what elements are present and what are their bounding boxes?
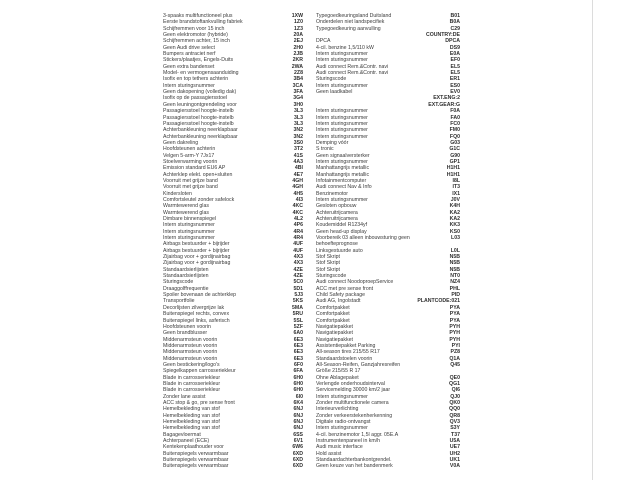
- right-option-code: GP1: [449, 158, 460, 165]
- right-option-description: Comfortpakket: [316, 317, 350, 324]
- left-option-code: 3N2: [293, 133, 303, 140]
- left-option-description: Buitenspiegels verwarmbaar: [163, 463, 229, 470]
- left-option-code: 4ZE: [293, 266, 303, 273]
- left-option-description: Blade in carrosseriekleur: [163, 374, 221, 381]
- right-option-code: PZ8: [450, 349, 460, 356]
- right-option-description: 4-cil. benzine 1,5/110 kW: [316, 44, 374, 51]
- left-option-description: Intern sturingsnummer: [163, 235, 215, 242]
- left-option-description: Blade in carrosseriekleur: [163, 387, 221, 394]
- right-option-description: All-season tires 215/55 R17: [316, 349, 380, 356]
- right-option-code: PLANTCODE:021: [417, 298, 460, 305]
- right-option-description: Audi AG, Ingolstadt: [316, 298, 361, 305]
- right-option-description: Digitale radio-ontvangst: [316, 419, 371, 425]
- right-option-description: behoefteprognose: [316, 241, 358, 248]
- left-option-description: Transportfolie: [163, 298, 195, 305]
- right-option-code: Q45: [450, 361, 460, 368]
- right-option-code: EL5: [450, 63, 460, 70]
- left-option-description: Passagiersstoel hoogte-instelb: [163, 114, 234, 121]
- left-option-code: 5MA: [292, 304, 303, 311]
- right-option-description: Größe 215/55 R 17: [316, 368, 361, 375]
- right-option-code: EXT.GEAR:G: [428, 101, 460, 108]
- left-option-code: 2EJ: [293, 38, 303, 45]
- equipment-row: [163, 463, 460, 469]
- left-option-description: Draaggolffrequentie: [163, 285, 209, 292]
- left-option-description: Stoelverwarming voorin: [163, 158, 218, 165]
- right-option-code: PYH: [449, 330, 460, 337]
- left-option-code: 2H0: [293, 44, 303, 51]
- left-option-code: 4A3: [293, 158, 303, 165]
- right-option-description: Interieurverlichting: [316, 406, 359, 413]
- left-option-code: 3S0: [293, 139, 303, 146]
- right-option-code: QJ0: [450, 393, 460, 400]
- left-option-code: 1Z0: [294, 19, 303, 26]
- left-option-description: Intern sturingsnummer: [163, 222, 215, 229]
- left-option-code: 4ZE: [293, 273, 303, 280]
- left-option-description: Hemelbekleding van stof: [163, 412, 220, 419]
- right-option-code: PYA: [449, 311, 460, 318]
- left-option-description: Comfortsleutel zonder safelock: [163, 196, 235, 203]
- right-option-description: Audi connect Rem.&Contr. navi: [316, 63, 389, 70]
- right-option-description: Achteruitrijcamera: [316, 209, 358, 216]
- left-option-description: Geen Audi drive select: [163, 44, 215, 51]
- left-option-code: 4R4: [293, 235, 303, 242]
- left-option-code: 4I3: [295, 196, 303, 203]
- right-option-code: PYA: [449, 317, 460, 324]
- right-option-description: Manhattangrijs metallic: [316, 165, 370, 172]
- right-option-description: All-Season-Reifen, Ganzjahresreifen: [316, 361, 401, 368]
- left-option-code: 3N2: [293, 127, 303, 134]
- right-option-description: Audi music interface: [316, 444, 363, 451]
- right-option-description: Benzinemotor: [316, 190, 349, 197]
- right-option-description: Audi connect NoodoproepService: [316, 279, 394, 286]
- right-option-code: KK3: [449, 222, 460, 229]
- right-option-code: H1H1: [446, 171, 460, 178]
- left-option-code: 6NJ: [293, 425, 303, 432]
- left-option-description: Middenarmsteun voorin: [163, 349, 218, 356]
- right-option-description: Sturingscode: [316, 76, 347, 83]
- right-option-description: Standaardstoelen voorin: [316, 355, 373, 362]
- right-option-code: EF0: [450, 57, 460, 64]
- right-option-code: IX1: [452, 190, 460, 197]
- right-option-code: PYH: [449, 323, 460, 330]
- right-option-code: PYH: [449, 336, 460, 343]
- left-option-description: Geen bestickering/logo's: [163, 361, 220, 368]
- left-option-code: 4GH: [292, 184, 303, 191]
- left-option-description: Model- en vermogensaanduiding: [163, 70, 239, 77]
- left-option-code: 6E3: [293, 349, 303, 356]
- left-option-description: Geen dakreling: [163, 139, 199, 146]
- left-option-code: 4H5: [293, 190, 303, 197]
- left-option-description: Buitenspiegels verwarmbaar: [163, 450, 229, 457]
- left-option-description: Passagiersstoel hoogte-instelb: [163, 108, 234, 115]
- left-option-code: 3G4: [293, 95, 303, 102]
- right-option-description: Gesloten opbouw: [316, 203, 357, 210]
- right-option-code: QE0: [449, 374, 460, 381]
- left-option-description: Warmtewerend glas: [163, 203, 209, 210]
- right-option-code: G90: [450, 152, 460, 159]
- left-option-code: 5D1: [293, 285, 303, 292]
- left-option-description: Achterbankleuning neerklapbaar: [163, 133, 238, 140]
- left-option-description: Middenarmsteun voorin: [163, 336, 218, 343]
- left-option-code: 6K4: [293, 399, 303, 406]
- left-option-code: 5RU: [292, 311, 303, 318]
- left-option-description: Voorruit met grijze band: [163, 184, 218, 191]
- left-option-description: Buitenspiegels verwarmbaar: [163, 457, 229, 464]
- left-option-description: Isofix op de passagiersstoel: [163, 95, 228, 102]
- right-option-code: UH2: [449, 450, 460, 457]
- right-option-code: UK1: [449, 457, 460, 464]
- left-option-code: 2WA: [291, 63, 303, 70]
- right-option-description: Assistentiepakket Parking: [316, 342, 376, 349]
- right-option-description: Intern sturingsnummer: [316, 108, 368, 115]
- right-option-code: S3Y: [450, 425, 460, 432]
- left-option-code: 5J3: [294, 292, 303, 299]
- right-option-code: PYI: [451, 342, 460, 349]
- right-option-code: E0A: [449, 51, 460, 58]
- right-option-description: Geen head-up display: [316, 228, 367, 235]
- left-option-code: 41S: [293, 152, 303, 159]
- left-option-description: Emission standard EU6 AP: [163, 165, 226, 172]
- right-option-description: Servicemelding 30000 km/2 jaar: [316, 387, 391, 394]
- right-option-code: QG1: [449, 380, 460, 387]
- left-option-description: Intern sturingsnummer: [163, 82, 215, 89]
- left-option-code: 4X3: [293, 260, 303, 267]
- right-option-code: H1H1: [446, 165, 460, 172]
- left-option-code: 4P6: [293, 222, 303, 229]
- left-option-description: Warmtewerend glas: [163, 209, 209, 216]
- left-option-description: Velgen 5-arm-Y 7Jx17: [163, 152, 215, 159]
- left-option-description: Zijairbag voor + gordijnairbag: [163, 254, 231, 261]
- right-option-description: Geen laadkabel: [316, 89, 353, 96]
- left-option-code: 6NJ: [293, 419, 303, 425]
- left-option-description: Standaardsierlijsten: [163, 266, 209, 273]
- left-option-code: 3L3: [294, 120, 303, 127]
- left-option-code: 2Z8: [294, 70, 303, 77]
- left-option-description: Isofix en top tethers achterin: [163, 76, 229, 83]
- right-option-description: ACC met pre sense front: [316, 285, 374, 292]
- right-option-code: N5B: [449, 266, 460, 273]
- left-option-description: Kentekenplaathouder voor: [163, 444, 224, 451]
- left-option-description: Voorruit met grijze band: [163, 177, 218, 184]
- left-option-code: 3L3: [294, 108, 303, 115]
- left-option-description: Kindersloten: [163, 190, 192, 197]
- right-option-code: FQ0: [449, 133, 460, 140]
- right-option-description: Audi connect Nav & Info: [316, 184, 372, 191]
- left-option-description: Middenarmsteun voorin: [163, 355, 218, 362]
- right-option-description: Stof Skript: [316, 260, 340, 267]
- left-option-description: Geen leuningontgrendeling voor: [163, 101, 237, 108]
- left-option-code: 3CA: [292, 82, 303, 89]
- right-option-description: Navigatiepakket: [316, 336, 353, 343]
- right-option-description: Koudemiddel R1234yf: [316, 222, 368, 229]
- right-option-description: Intern sturingsnummer: [316, 51, 368, 58]
- right-option-description: 4-cil. benzinemotor 1,5l aggr. 05E.A: [316, 431, 399, 438]
- left-option-description: Hemelbekleding van stof: [163, 425, 220, 432]
- left-option-code: 6H0: [293, 387, 303, 394]
- left-option-code: 6V1: [293, 438, 303, 445]
- right-option-code: QQ0: [449, 406, 460, 413]
- right-option-code: PYA: [449, 304, 460, 311]
- right-option-code: KA2: [449, 216, 460, 222]
- left-option-description: Intern sturingsnummer: [163, 228, 215, 235]
- right-option-description: Geen signaalversterker: [316, 152, 370, 159]
- left-option-description: Geen brandblusser: [163, 330, 208, 337]
- right-option-description: Stof Skript: [316, 266, 340, 273]
- right-option-description: Hold assist: [316, 450, 342, 457]
- right-option-description: Typegoedkeuringsland Duitsland: [316, 13, 392, 19]
- right-option-description: Intern sturingsnummer: [316, 133, 368, 140]
- right-option-description: Audi connect Rem.&Contr. navi: [316, 70, 389, 77]
- left-option-description: Spiegelkappen carrosseriekleur: [163, 368, 236, 375]
- left-option-code: 6F0: [294, 361, 303, 368]
- right-option-description: Instrumentenpaneel in km/h: [316, 438, 381, 445]
- right-option-description: Manhattangrijs metallic: [316, 171, 370, 178]
- right-option-code: EL5: [450, 70, 460, 77]
- left-option-code: 3H0: [293, 101, 303, 108]
- right-option-code: ES0: [450, 82, 460, 89]
- right-option-code: NZ4: [450, 279, 460, 286]
- right-option-description: Intern sturingsnummer: [316, 120, 368, 127]
- right-option-description: Infotainmentcomputer: [316, 177, 367, 184]
- right-option-code: V0A: [449, 463, 460, 470]
- right-option-code: QV3: [449, 419, 460, 425]
- right-option-description: Stof Skript: [316, 254, 340, 261]
- left-option-code: 5SL: [293, 317, 303, 324]
- right-option-code: N5B: [449, 254, 460, 261]
- left-option-description: Schijfremmen voor 15 inch: [163, 25, 225, 32]
- page-edge-divider: [592, 0, 593, 480]
- right-option-description: Ohne Ablagepaket: [316, 374, 359, 381]
- left-option-description: Bagagevloermat: [163, 431, 201, 438]
- right-option-code: UE7: [449, 444, 460, 451]
- right-option-code: DS9: [449, 44, 460, 51]
- left-option-code: 6A0: [293, 330, 303, 337]
- right-option-description: Intern sturingsnummer: [316, 393, 368, 400]
- right-option-code: N5B: [449, 260, 460, 267]
- left-option-code: 4L2: [294, 216, 303, 222]
- right-option-code: F0A: [450, 108, 460, 115]
- left-option-description: ACC stop & go, pre sense front: [163, 399, 235, 406]
- right-option-description: Intern sturingsnummer: [316, 114, 368, 121]
- right-option-description: Intern sturingsnummer: [316, 127, 368, 134]
- right-option-code: FA0: [450, 114, 460, 121]
- left-option-code: 6E3: [293, 355, 303, 362]
- right-option-code: T37: [451, 431, 460, 438]
- left-option-code: 3T2: [294, 146, 303, 153]
- left-option-description: Geen dakopening (volledig dak): [163, 89, 237, 96]
- left-option-description: Airbags bestuurder + bijrijder: [163, 247, 230, 254]
- right-option-description: Standaardachterbankontgrendel.: [316, 457, 392, 464]
- right-option-description: Comfortpakket: [316, 311, 350, 318]
- right-option-code: L03: [451, 235, 460, 242]
- left-option-code: 4UF: [293, 241, 303, 248]
- right-option-description: Verlengde onderhoudsinterval: [316, 380, 385, 387]
- right-option-description: Navigatiepakket: [316, 330, 353, 337]
- right-option-code: I8L: [452, 177, 460, 184]
- left-option-description: Zonder lane assist: [163, 393, 206, 400]
- right-option-code: J0V: [450, 196, 460, 203]
- left-option-description: Bumpers antraciet nerf: [163, 51, 216, 58]
- left-option-code: 3L3: [294, 114, 303, 121]
- left-option-description: Geen extra bandenset: [163, 63, 215, 70]
- right-option-code: EXT.ENG:2: [433, 95, 460, 102]
- left-option-description: Schijfremmen achter, 15 inch: [163, 38, 230, 45]
- right-option-description: Zonder multifunctionele camera: [316, 399, 389, 406]
- right-option-code: B0A: [449, 19, 460, 26]
- right-option-code: FM0: [449, 127, 460, 134]
- right-option-code: ER1: [449, 76, 460, 83]
- left-option-code: 2JB: [293, 51, 303, 58]
- left-option-description: Achterbankleuning neerklapbaar: [163, 127, 238, 134]
- right-option-code: COUNTRY:DE: [425, 32, 460, 39]
- right-option-code: PID: [451, 292, 460, 299]
- right-option-description: Intern sturingsnummer: [316, 57, 368, 64]
- vehicle-equipment-list: [163, 13, 460, 470]
- right-option-code: G1C: [449, 146, 460, 153]
- right-option-description: Linksgestuurde auto: [316, 247, 363, 254]
- left-option-code: 6XD: [292, 450, 303, 457]
- left-option-description: Standaardsierlijsten: [163, 273, 209, 280]
- right-option-code: Q1A: [449, 355, 460, 362]
- right-option-code: EV0: [450, 89, 460, 96]
- right-option-description: Intern sturingsnummer: [316, 158, 368, 165]
- left-option-code: 2KR: [292, 57, 303, 64]
- left-option-description: 3-spaaks multifunctioneel plus: [163, 13, 233, 19]
- right-option-description: Achteruitrijcamera: [316, 216, 358, 222]
- left-option-description: Hoofdsteunen voorin: [163, 323, 211, 330]
- left-option-description: Dimbare binnenspiegel: [163, 216, 217, 222]
- left-option-code: 5ZF: [293, 323, 303, 330]
- left-option-code: 5C0: [293, 279, 303, 286]
- left-option-code: 6XD: [292, 457, 303, 464]
- left-option-description: Hemelbekleding van stof: [163, 406, 220, 413]
- left-option-description: Decorlijsten zilvergrijze lak: [163, 304, 225, 311]
- left-option-description: Buitenspiegel rechts, convex: [163, 311, 230, 318]
- left-option-description: Hoofdsteunen achterin: [163, 146, 216, 153]
- left-option-code: 4KC: [292, 209, 303, 216]
- right-option-description: DPCA: [316, 38, 331, 45]
- right-option-description: Intern sturingsnummer: [316, 425, 368, 432]
- left-option-code: 4KC: [292, 203, 303, 210]
- left-option-code: 6H0: [293, 374, 303, 381]
- left-option-code: 4BI: [294, 165, 303, 172]
- right-option-code: U5A: [449, 438, 460, 445]
- right-option-description: Sturingscode: [316, 273, 347, 280]
- right-option-description: Navigatiepakket: [316, 323, 353, 330]
- left-option-description: Airbags bestuurder + bijrijder: [163, 241, 230, 248]
- right-option-description: Intern sturingsnummer: [316, 196, 368, 203]
- left-option-code: 6H0: [293, 380, 303, 387]
- left-option-code: 4X3: [293, 254, 303, 261]
- left-option-code: 6W6: [292, 444, 303, 451]
- left-option-description: Buitenspiegel links, asferisch: [163, 317, 230, 324]
- left-option-code: 20A: [293, 32, 303, 39]
- right-option-description: S tronic: [316, 146, 334, 153]
- right-option-code: C29: [450, 25, 460, 32]
- left-option-description: Eerste brandstoftankvulling fabriek: [163, 19, 243, 26]
- left-option-description: Blade in carrosseriekleur: [163, 380, 221, 387]
- right-option-description: Geen keuze van het bandenmerk: [316, 463, 393, 470]
- right-option-code: K4H: [449, 203, 460, 210]
- left-option-code: 6NJ: [293, 406, 303, 413]
- left-option-code: 6E3: [293, 336, 303, 343]
- right-option-code: KA2: [449, 209, 460, 216]
- left-option-description: Sturingscode: [163, 279, 194, 286]
- right-option-description: Onderdelen niet landspecifiek: [316, 19, 385, 26]
- left-option-code: 1XW: [291, 13, 303, 19]
- left-option-code: 5KS: [292, 298, 303, 305]
- right-option-description: Intern sturingsnummer: [316, 82, 368, 89]
- right-option-code: QK0: [449, 399, 460, 406]
- left-option-description: Achterklep elekt. open+sluiten: [163, 171, 233, 178]
- left-option-code: 4R4: [293, 228, 303, 235]
- left-option-description: Hemelbekleding van stof: [163, 419, 220, 425]
- right-option-description: Zonder verkeerstekenherkenning: [316, 412, 393, 419]
- right-option-code: L0L: [450, 247, 460, 254]
- left-option-code: 6NJ: [293, 412, 303, 419]
- left-option-description: Spoiler bovenaan de achterklep: [163, 292, 236, 299]
- right-option-code: NT0: [450, 273, 460, 280]
- right-option-code: KS0: [449, 228, 460, 235]
- left-option-code: 1Z3: [294, 25, 303, 32]
- right-option-code: FC0: [450, 120, 460, 127]
- left-option-code: 4UF: [293, 247, 303, 254]
- right-option-description: Comfortpakket: [316, 304, 350, 311]
- left-option-code: 6XD: [292, 463, 303, 470]
- right-option-code: IT3: [452, 184, 460, 191]
- left-option-code: 6FA: [293, 368, 303, 375]
- right-option-description: Child Safety package: [316, 292, 366, 299]
- left-option-description: Passagiersstoel hoogte-instelb: [163, 120, 234, 127]
- right-option-code: G03: [450, 139, 460, 146]
- right-option-description: Voorbereik 03 alleen inbouwsturing geen: [316, 235, 410, 242]
- left-option-code: 3FA: [293, 89, 303, 96]
- left-option-description: Middenarmsteun voorin: [163, 342, 218, 349]
- left-option-code: 4E7: [293, 171, 303, 178]
- right-option-code: QR8: [449, 412, 460, 419]
- right-option-code: QI6: [451, 387, 460, 394]
- right-option-code: PHL: [449, 285, 460, 292]
- left-option-code: 6I0: [295, 393, 303, 400]
- left-option-code: 4GH: [292, 177, 303, 184]
- right-option-description: Typegoedkeuring aanvulling: [316, 25, 381, 32]
- right-option-code: B01: [450, 13, 460, 19]
- left-option-code: 6E3: [293, 342, 303, 349]
- left-option-description: Zijairbag voor + gordijnairbag: [163, 260, 231, 267]
- left-option-description: Geen elektromotor (hybride): [163, 32, 228, 39]
- right-option-code: DPCA: [445, 38, 460, 45]
- left-option-description: Stickers/plaatjes, Engels-Duits: [163, 57, 234, 64]
- left-option-code: 3B4: [293, 76, 303, 83]
- left-option-code: 6SS: [293, 431, 303, 438]
- right-option-description: Demping vóór: [316, 139, 349, 146]
- left-option-description: Achterpaneel (ECE): [163, 438, 210, 445]
